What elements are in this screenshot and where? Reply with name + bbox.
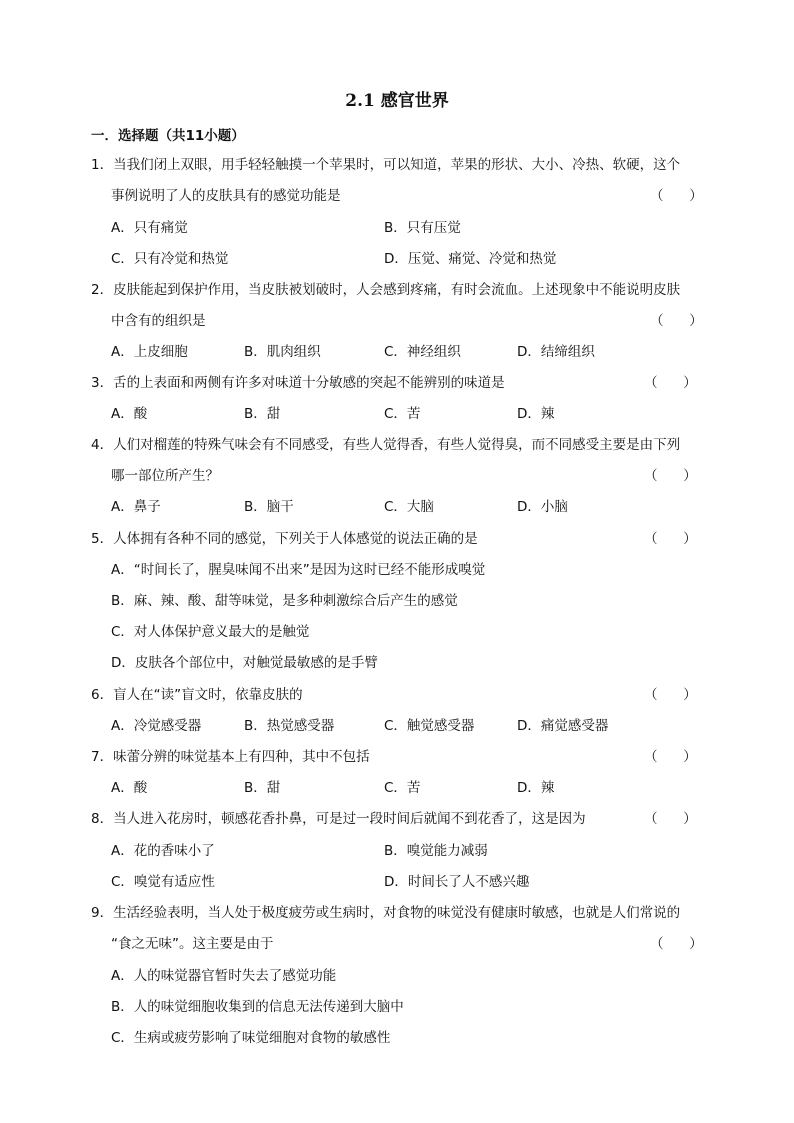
option-c: C．大脑 xyxy=(384,499,434,515)
question-line: 皮肤能起到保护作用，当皮肤被划破时，人会感到疼痛，有时会流血。上述现象中不能说明皮肤 xyxy=(113,282,681,298)
question-number: 3． xyxy=(91,375,114,391)
question-1 xyxy=(91,155,680,175)
question-number: 9． xyxy=(91,905,114,921)
option-a: A．鼻子 xyxy=(111,499,161,515)
question-5 xyxy=(91,529,478,549)
option-c: C．苦 xyxy=(384,780,421,796)
option-b: B．麻、辣、酸、甜等味觉，是多种刺激综合后产生的感觉 xyxy=(111,593,458,609)
question-line: 哪一部位所产生？ xyxy=(111,468,219,484)
question-number: 8． xyxy=(91,811,114,827)
option-c: C．苦 xyxy=(384,406,421,422)
question-number: 7． xyxy=(91,749,114,765)
option-b: B．甜 xyxy=(244,406,281,422)
option-a: A．冷觉感受器 xyxy=(111,718,202,734)
question-7 xyxy=(91,747,370,767)
question-line: 人体拥有各种不同的感觉，下列关于人体感觉的说法正确的是 xyxy=(113,531,478,547)
option-a: A．只有痛觉 xyxy=(111,220,188,236)
question-line: 生活经验表明，当人处于极度疲劳或生病时，对食物的味觉没有健康时敏感，也就是人们常说的 xyxy=(113,905,681,921)
option-c: C．神经组织 xyxy=(384,344,461,360)
option-a: A．人的味觉器官暂时失去了感觉功能 xyxy=(111,968,337,984)
option-b: B．肌肉组织 xyxy=(244,344,321,360)
option-a: A．花的香味小了 xyxy=(111,843,215,859)
option-c: C．生病或疲劳影响了味觉细胞对食物的敏感性 xyxy=(111,1030,391,1046)
answer-blank: （ ） xyxy=(644,687,697,703)
question-line: “食之无味”。这主要是由于 xyxy=(111,936,274,952)
question-number: 1． xyxy=(91,157,114,173)
option-d: D．辣 xyxy=(517,406,555,422)
option-b: B．嗅觉能力减弱 xyxy=(384,843,488,859)
option-d: D．结缔组织 xyxy=(517,344,595,360)
answer-blank: （ ） xyxy=(650,188,703,204)
question-9 xyxy=(91,903,680,923)
answer-blank: （ ） xyxy=(644,375,697,391)
question-2 xyxy=(91,280,680,300)
answer-blank: （ ） xyxy=(644,468,697,484)
option-c: C．触觉感受器 xyxy=(384,718,475,734)
option-a: A．“时间长了，腥臭味闻不出来”是因为这时已经不能形成嗅觉 xyxy=(111,562,486,578)
option-c: C．只有冷觉和热觉 xyxy=(111,251,229,267)
answer-blank: （ ） xyxy=(644,811,697,827)
option-d: D．小脑 xyxy=(517,499,568,515)
question-number: 6． xyxy=(91,687,114,703)
question-line: 当人进入花房时，顿感花香扑鼻，可是过一段时间后就闻不到花香了，这是因为 xyxy=(113,811,586,827)
option-c: C．嗅觉有适应性 xyxy=(111,874,215,890)
option-b: B．甜 xyxy=(244,780,281,796)
option-a: A．酸 xyxy=(111,780,148,796)
question-line: 人们对榴莲的特殊气味会有不同感受，有些人觉得香，有些人觉得臭，而不同感受主要是由下列 xyxy=(113,437,681,453)
question-4 xyxy=(91,435,680,455)
answer-blank: （ ） xyxy=(644,531,697,547)
question-line: 事例说明了人的皮肤具有的感觉功能是 xyxy=(111,188,341,204)
option-d: D．皮肤各个部位中，对触觉最敏感的是手臂 xyxy=(111,655,378,671)
question-number: 5． xyxy=(91,531,114,547)
question-line: 当我们闭上双眼，用手轻轻触摸一个苹果时，可以知道，苹果的形状、大小、冷热、软硬，这个 xyxy=(113,157,681,173)
question-number: 2． xyxy=(91,282,114,298)
option-b: B．脑干 xyxy=(244,499,294,515)
option-b: B．只有压觉 xyxy=(384,220,461,236)
option-a: A．上皮细胞 xyxy=(111,344,188,360)
section-heading: 一．选择题（共11小题） xyxy=(91,128,245,144)
answer-blank: （ ） xyxy=(650,313,703,329)
question-line: 舌的上表面和两侧有许多对味道十分敏感的突起不能辨别的味道是 xyxy=(113,375,505,391)
option-d: D．痛觉感受器 xyxy=(517,718,609,734)
question-line: 盲人在“读”盲文时，依靠皮肤的 xyxy=(113,687,303,703)
option-a: A．酸 xyxy=(111,406,148,422)
option-b: B．人的味觉细胞收集到的信息无法传递到大脑中 xyxy=(111,999,404,1015)
question-8 xyxy=(91,809,586,829)
question-number: 4． xyxy=(91,437,114,453)
option-d: D．时间长了人不感兴趣 xyxy=(384,874,530,890)
option-d: D．辣 xyxy=(517,780,555,796)
question-3 xyxy=(91,373,505,393)
option-d: D．压觉、痛觉、冷觉和热觉 xyxy=(384,251,557,267)
question-6 xyxy=(91,685,303,705)
answer-blank: （ ） xyxy=(644,749,697,765)
question-line: 味蕾分辨的味觉基本上有四种，其中不包括 xyxy=(113,749,370,765)
question-line: 中含有的组织是 xyxy=(111,313,206,329)
page-title: 2.1 感官世界 xyxy=(345,91,449,111)
option-b: B．热觉感受器 xyxy=(244,718,335,734)
option-c: C．对人体保护意义最大的是触觉 xyxy=(111,624,310,640)
answer-blank: （ ） xyxy=(650,936,703,952)
